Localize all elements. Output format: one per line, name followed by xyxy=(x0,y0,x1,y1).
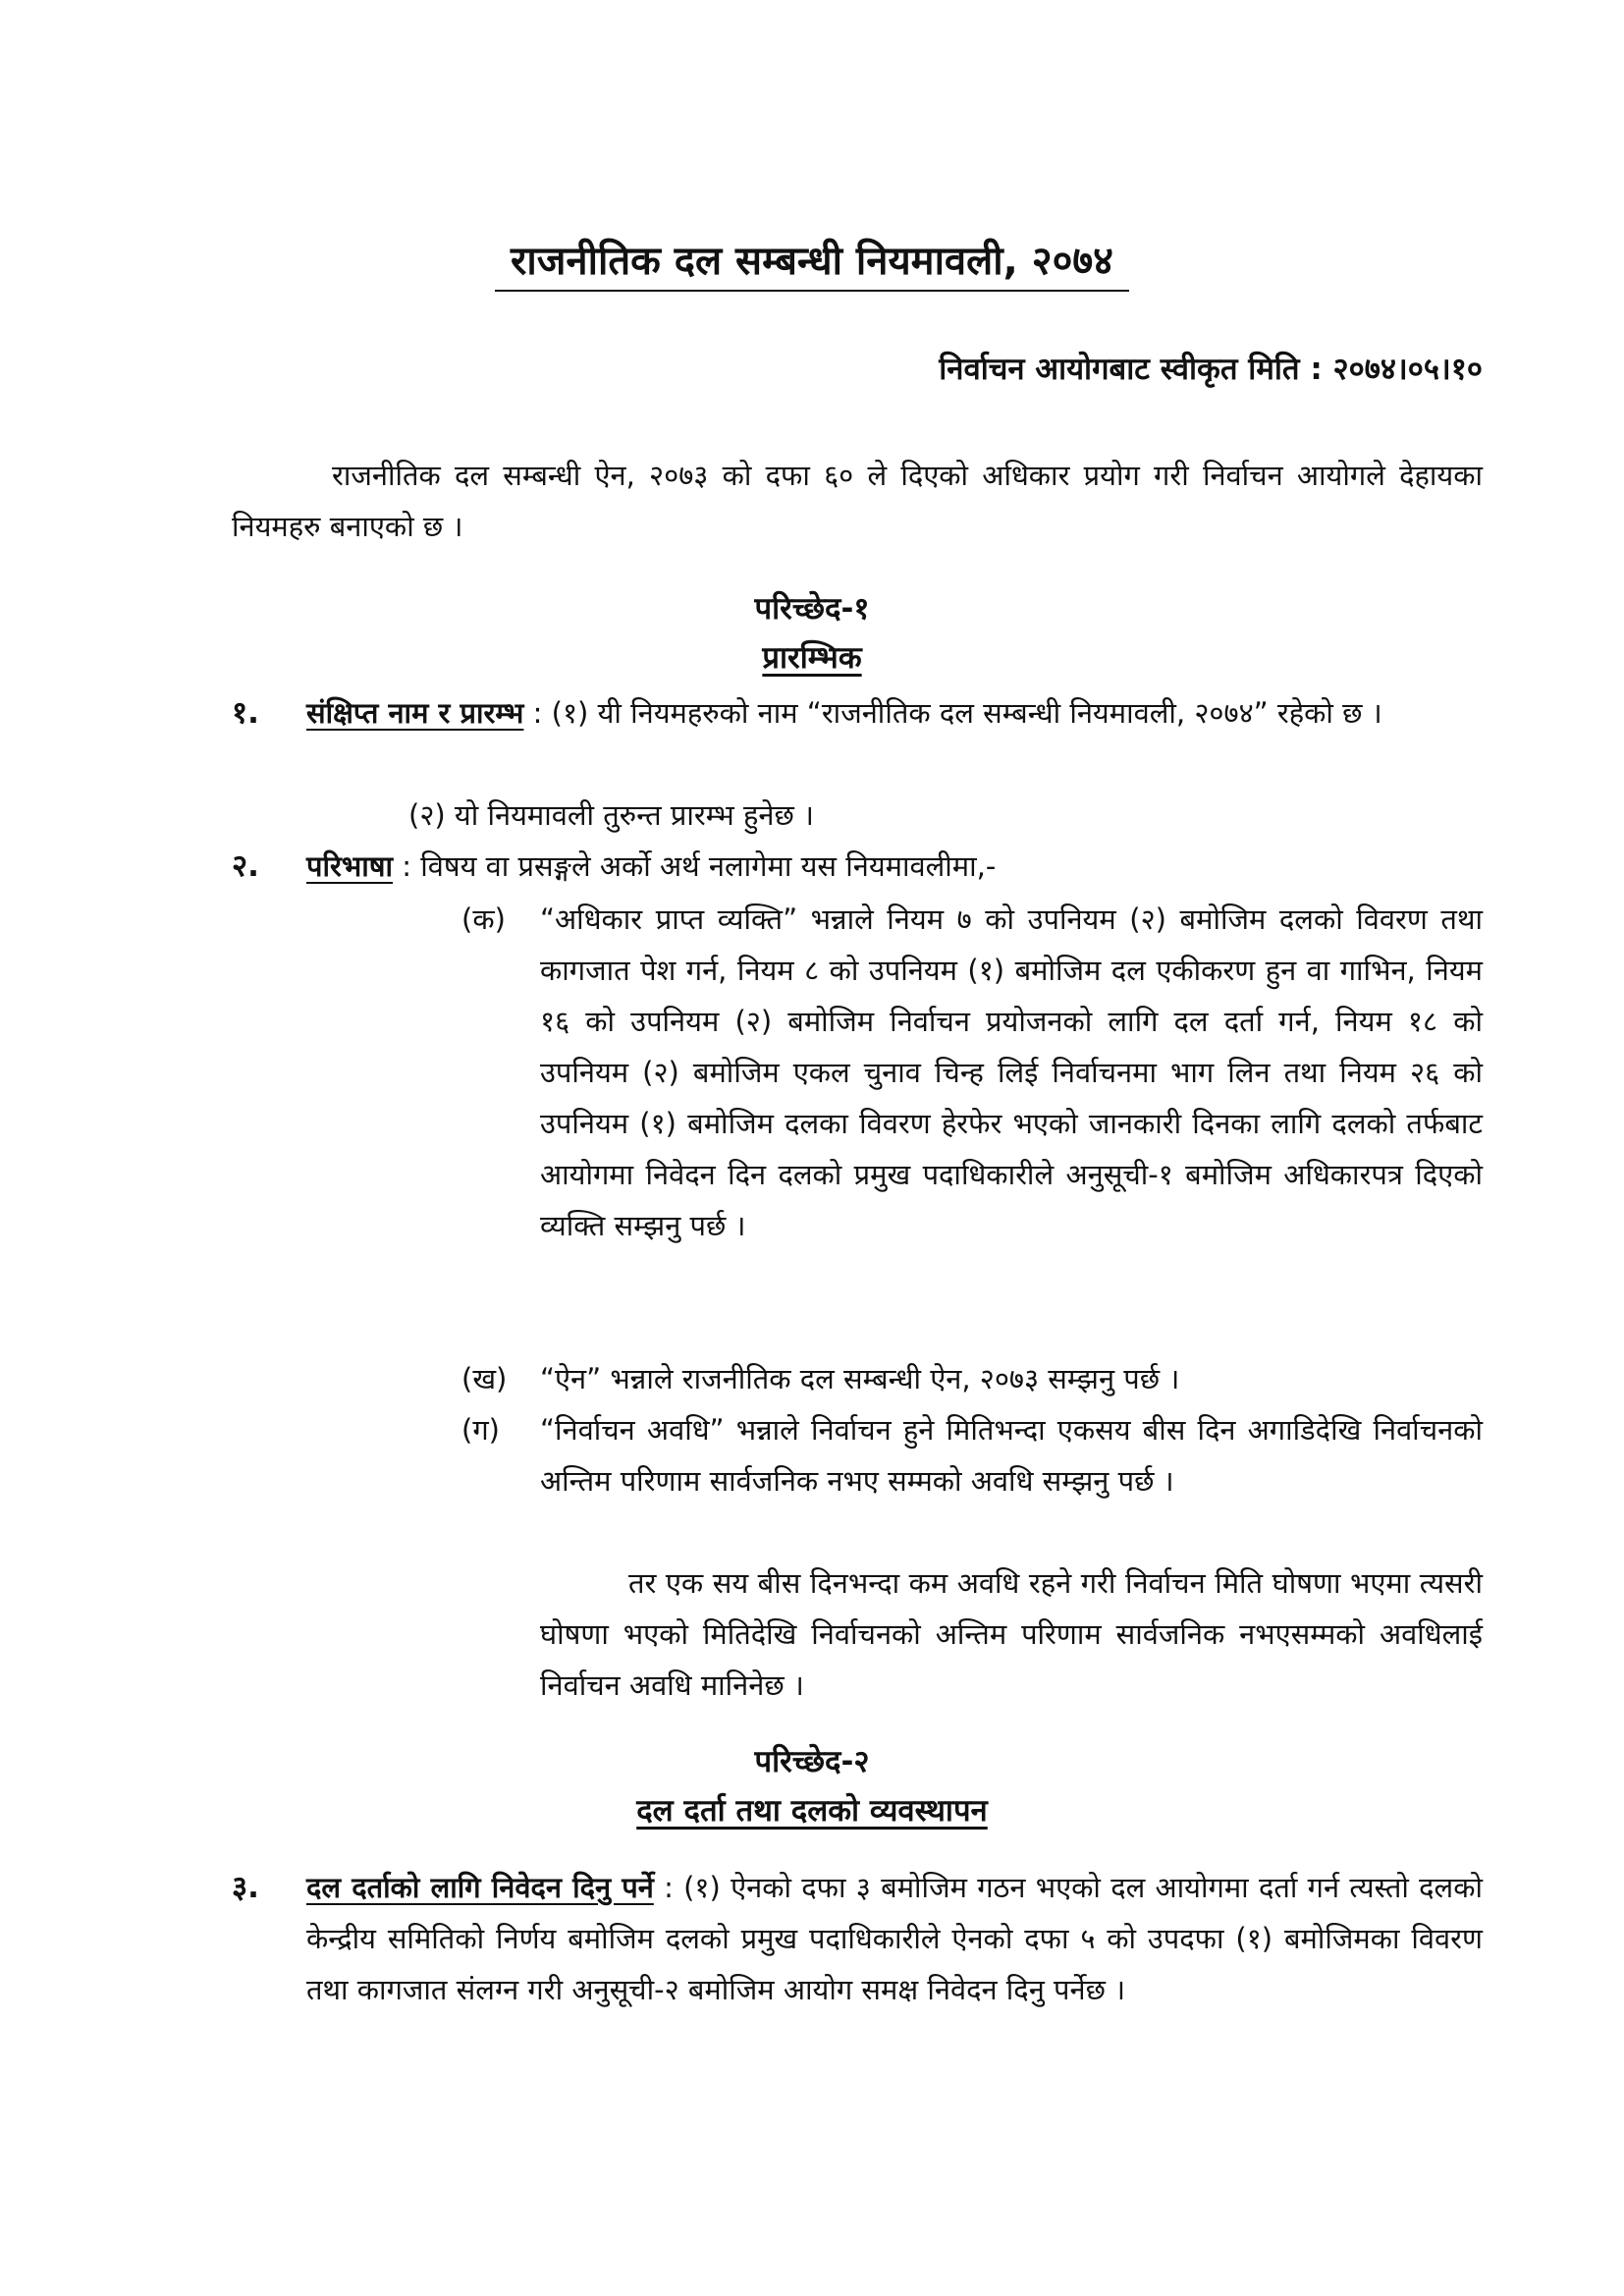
section-2 xyxy=(232,841,1483,892)
approval-date: निर्वाचन आयोगबाट स्वीकृत मिति : २०७४।०५।१० xyxy=(939,352,1483,387)
section-1-text: : (१) यी नियमहरुको नाम “राजनीतिक दल सम्बन्धी नियमावली, २०७४” रहेको छ । xyxy=(523,696,1382,730)
section-3-number: ३. xyxy=(232,1870,259,1905)
preamble-paragraph: राजनीतिक दल सम्बन्धी ऐन, २०७३ को दफा ६० ले दिएको अधिकार प्रयोग गरी निर्वाचन आयोगले देहायका नियमहरु बनाएको छ । xyxy=(232,459,1483,543)
section-3-heading: दल दर्ताको लागि निवेदन दिनु पर्ने xyxy=(306,1871,654,1904)
section-2-text: : विषय वा प्रसङ्गले अर्को अर्थ नलागेमा यस नियमावलीमा,- xyxy=(393,849,997,883)
section-3-text: : (१) ऐनको दफा ३ बमोजिम गठन भएको दल आयोगमा दर्ता गर्न त्यस्तो दलको केन्द्रीय समितिको निर्णय बमोजिम दलको प्रमुख पदाधिकारीले ऐनको दफा ५ को उपदफा (१) बमोजिमका विवरण तथा कागजात संलग्न गरी अनुसूची-२ बमोजिम आयोग समक्ष निवेदन दिनु पर्नेछ । xyxy=(306,1871,1483,2006)
chapter-1-title: प्रारम्भिक xyxy=(762,640,862,676)
section-2-heading: परिभाषा xyxy=(306,849,394,883)
section-3-body xyxy=(306,1862,1483,2015)
chapter-2-title: दल दर्ता तथा दलको व्यवस्थापन xyxy=(636,1793,988,1829)
clause-label: (ग) xyxy=(461,1413,500,1447)
section-2-body xyxy=(306,841,1483,892)
chapter-1-title-block xyxy=(0,636,1624,678)
chapter-1-number: परिच्छेद-१ xyxy=(754,591,870,627)
definition-clause-ka xyxy=(461,894,1483,1251)
chapter-2-title-block xyxy=(0,1789,1624,1831)
document-title: राजनीतिक दल सम्बन्धी नियमावली, २०७४ xyxy=(495,239,1129,292)
chapter-2-number: परिच्छेद-२ xyxy=(754,1744,870,1779)
section-2-number: २. xyxy=(232,848,259,884)
section-1-body xyxy=(306,687,1483,738)
clause-text: “ऐन” भन्नाले राजनीतिक दल सम्बन्धी ऐन, २०७३ सम्झनु पर्छ । xyxy=(540,1362,1180,1395)
section-1-number: १. xyxy=(232,695,259,731)
clause-label: (क) xyxy=(461,902,506,936)
document-title-block xyxy=(0,232,1624,286)
definition-clause-kha xyxy=(461,1353,1483,1404)
definition-clause-ga xyxy=(461,1404,1483,1506)
section-1 xyxy=(232,687,1483,738)
section-3 xyxy=(232,1862,1483,2015)
clause-text: “अधिकार प्राप्त व्यक्ति” भन्नाले नियम ७ को उपनियम (२) बमोजिम दलको विवरण तथा कागजात पेश गर्न, नियम ८ को उपनियम (१) बमोजिम दल एकीकरण हुन वा गाभिन, नियम १६ को उपनियम (२) बमोजिम निर्वाचन प्रयोजनको लागि दल दर्ता गर्न, नियम १८ को उपनियम (२) बमोजिम एकल चुनाव चिन्ह लिई निर्वाचनमा भाग लिन तथा नियम २६ को उपनियम (१) बमोजिम दलका विवरण हेरफेर भएको जानकारी दिनका लागि दलको तर्फबाट आयोगमा निवेदन दिन दलको प्रमुख पदाधिकारीले अनुसूची-१ बमोजिम अधिकारपत्र दिएको व्यक्ति सम्झनु पर्छ । xyxy=(540,902,1483,1242)
section-1-subrule-2: (२) यो नियमावली तुरुन्त प्रारम्भ हुनेछ । xyxy=(408,798,815,832)
clause-label: (ख) xyxy=(461,1362,508,1395)
section-1-heading: संक्षिप्त नाम र प्रारम्भ xyxy=(306,696,524,730)
clause-text: “निर्वाचन अवधि” भन्नाले निर्वाचन हुने मितिभन्दा एकसय बीस दिन अगाडिदेखि निर्वाचनको अन्तिम परिणाम सार्वजनिक नभए सम्मको अवधि सम्झनु पर्छ । xyxy=(540,1413,1483,1498)
proviso-paragraph: तर एक सय बीस दिनभन्दा कम अवधि रहने गरी निर्वाचन मिति घोषणा भएमा त्यसरी घोषणा भएको मितिदेखि निर्वाचनको अन्तिम परिणाम सार्वजनिक नभएसम्मको अवधिलाई निर्वाचन अवधि मानिनेछ । xyxy=(540,1566,1483,1702)
